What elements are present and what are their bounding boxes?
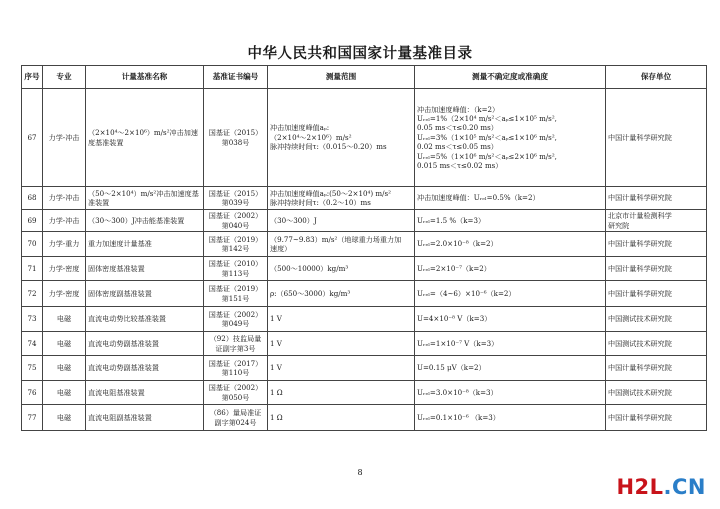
cell-cert-line: 国基证（2015） (208, 128, 263, 138)
cell-cert-line: 第050号 (221, 392, 250, 402)
cell-cert (204, 257, 268, 281)
cell-name-line: 直流电阻基准装置 (88, 387, 145, 397)
cell-organization (606, 89, 707, 187)
cell-cert (204, 405, 268, 431)
cell-cert (204, 281, 268, 307)
cell-no: 74 (22, 332, 43, 356)
cell-cert (204, 210, 268, 232)
cell-cert-line: 第113号 (221, 268, 250, 278)
cell-no: 68 (22, 187, 43, 210)
cell-organization-line: 中国计量科学研究院 (608, 132, 672, 142)
cell-no: 73 (22, 307, 43, 332)
cell-cert-line: 国基证（2010） (208, 259, 263, 269)
cell-organization-line: 中国计量科学研究院 (608, 239, 672, 249)
page-title: 中华人民共和国国家计量基准目录 (247, 46, 473, 62)
cell-organization (606, 281, 707, 307)
cell-uncertainty (415, 307, 606, 332)
cell-cert-line: 证副字第3号 (215, 343, 256, 353)
cell-no: 76 (22, 381, 43, 405)
cell-uncertainty (415, 232, 606, 257)
cell-field: 力学-密度 (43, 281, 86, 307)
cell-range (268, 381, 415, 405)
table-header (22, 66, 707, 89)
cell-cert-line: 国基证（2019） (208, 284, 263, 294)
cell-range-line: 1 Ω (270, 412, 283, 422)
cell-uncertainty-line: Uᵣₑₗ=1.5 %（k=3） (417, 215, 486, 225)
cell-range (268, 257, 415, 281)
cell-field: 力学-重力 (43, 232, 86, 257)
cell-range (268, 307, 415, 332)
cell-range (268, 405, 415, 431)
cell-uncertainty (415, 281, 606, 307)
cell-organization (606, 332, 707, 356)
cell-no: 67 (22, 89, 43, 187)
col-header-range: 测量范围 (268, 66, 415, 89)
cell-organization-line: 中国测试技术研究院 (608, 338, 672, 348)
cell-cert-line: 国基证（2015） (208, 188, 263, 198)
cell-cert-line: （92）技监局量 (209, 334, 262, 344)
cell-cert-line: （86）量局准证 (209, 408, 262, 418)
table-row (22, 307, 707, 332)
col-header-field: 专业 (43, 66, 86, 89)
cell-range-line: （2×10⁴～2×10⁶）m/s² (270, 132, 352, 142)
cell-name (86, 356, 204, 381)
cell-organization-line: 中国计量科学研究院 (608, 263, 672, 273)
cell-range-line: 冲击加速度峰值aₚ: (270, 123, 330, 133)
cell-no: 71 (22, 257, 43, 281)
cell-cert (204, 89, 268, 187)
col-header-name: 计量基准名称 (86, 66, 204, 89)
cell-name (86, 405, 204, 431)
cell-name (86, 257, 204, 281)
table-row (22, 381, 707, 405)
cell-no: 77 (22, 405, 43, 431)
cell-range (268, 281, 415, 307)
cell-cert-line: 国基证（2002） (208, 211, 263, 221)
cell-range-line: 1 V (270, 338, 282, 348)
standards-table (21, 65, 707, 431)
cell-cert-line: 副字第024号 (214, 417, 257, 427)
cell-cert-line: 第110号 (221, 368, 250, 377)
cell-uncertainty-line: Uᵣₑₗ=0.1×10⁻⁶ （k=3） (417, 412, 500, 422)
table-row (22, 405, 707, 431)
cell-organization (606, 307, 707, 332)
cell-range (268, 232, 415, 257)
cell-cert-line: 第049号 (221, 319, 250, 328)
cell-cert (204, 381, 268, 405)
cell-field: 电磁 (43, 381, 86, 405)
cell-name-line: （50～2×10⁴）m/s²冲击加速度基 (88, 188, 199, 198)
col-header-no: 序号 (22, 66, 43, 89)
cell-name-line: 直流电动势副基准装置 (88, 363, 159, 373)
cell-name-line: 直流电动势比较基准装置 (88, 314, 167, 324)
cell-organization (606, 232, 707, 257)
table-row (22, 257, 707, 281)
cell-uncertainty (415, 332, 606, 356)
logo-part-h2l: H2L (616, 475, 664, 499)
cell-uncertainty-line: Uᵣₑₗ=3%（1×10⁵ m/s²＜aₚ≤1×10⁶ m/s², (417, 132, 557, 142)
cell-name-line: （2×10⁴～2×10⁶）m/s²冲击加速 (88, 128, 198, 138)
cell-cert-line: 第039号 (221, 198, 250, 207)
cell-organization-line: 北京市计量检测科学 (608, 211, 672, 221)
cell-cert-line: 国基证（2017） (208, 358, 263, 368)
cell-uncertainty (415, 89, 606, 187)
logo-part-cn: .CN (663, 475, 706, 499)
cell-field: 电磁 (43, 307, 86, 332)
cell-cert (204, 356, 268, 381)
cell-range-line: （30～300）J (270, 215, 317, 225)
cell-uncertainty (415, 210, 606, 232)
cell-name (86, 381, 204, 405)
cell-uncertainty-line: 0.015 ms＜τ≤0.02 ms） (417, 161, 503, 171)
cell-field: 力学-密度 (43, 257, 86, 281)
cell-organization-line: 中国计量科学研究院 (608, 412, 672, 422)
cell-no: 70 (22, 232, 43, 257)
cell-no: 69 (22, 210, 43, 232)
cell-name-line: 直流电阻副基准装置 (88, 412, 152, 422)
cell-range (268, 89, 415, 187)
cell-uncertainty-line: Uᵣₑₗ=（4~6）×10⁻⁶（k=2） (417, 288, 516, 298)
cell-organization (606, 187, 707, 210)
cell-uncertainty-line: Uᵣₑₗ=1×10⁻⁷ V（k=3） (417, 338, 499, 348)
cell-range (268, 356, 415, 381)
cell-uncertainty-line: Uᵣₑₗ=3.0×10⁻⁸（k=3） (417, 387, 498, 397)
cell-range-line: （9.77~9.83）m/s²（地球重力场重力加 (270, 234, 402, 244)
cell-range (268, 187, 415, 210)
cell-name (86, 307, 204, 332)
cell-organization (606, 381, 707, 405)
cell-cert (204, 307, 268, 332)
cell-organization (606, 405, 707, 431)
cell-range-line: 1 V (270, 314, 282, 324)
cell-uncertainty-line: 冲击加速度峰值：Uᵣₑₗ=0.5%（k=2） (417, 193, 540, 203)
cell-name-line: 直流电动势副基准装置 (88, 338, 159, 348)
cell-organization (606, 356, 707, 381)
cell-name-line: 重力加速度计量基准 (88, 239, 152, 249)
cell-name-line: 固体密度副基准装置 (88, 288, 152, 298)
cell-range-line: （500～10000）kg/m³ (270, 263, 349, 273)
cell-uncertainty-line: Uᵣₑₗ=2.0×10⁻⁸（k=2） (417, 239, 498, 249)
cell-cert (204, 332, 268, 356)
cell-name-line: （30～300）J冲击能基准装置 (88, 215, 185, 225)
cell-field: 电磁 (43, 405, 86, 431)
cell-range-line: 1 V (270, 363, 282, 373)
table-row (22, 356, 707, 381)
cell-organization-line: 中国测试技术研究院 (608, 387, 672, 397)
cell-organization (606, 210, 707, 232)
cell-organization-line: 研究院 (608, 220, 630, 230)
cell-uncertainty-line: 0.02 ms＜τ≤0.05 ms） (417, 142, 498, 152)
cell-range-line: 1 Ω (270, 387, 283, 397)
cell-cert-line: 国基证（2002） (208, 309, 263, 319)
cell-uncertainty-line: U=0.15 μV（k=2） (417, 363, 486, 373)
cell-organization-line: 中国计量科学研究院 (608, 193, 672, 203)
cell-uncertainty-line: 冲击加速度峰值：（k=2） (417, 104, 500, 114)
cell-no: 75 (22, 356, 43, 381)
site-logo-watermark (616, 475, 706, 499)
cell-name (86, 232, 204, 257)
cell-uncertainty (415, 405, 606, 431)
cell-range-line: 冲击加速度峰值aₚ:(50～2×10⁴) m/s² (270, 188, 391, 198)
cell-uncertainty (415, 381, 606, 405)
cell-cert (204, 187, 268, 210)
table-row (22, 332, 707, 356)
cell-field: 力学-冲击 (43, 187, 86, 210)
cell-field: 电磁 (43, 332, 86, 356)
col-header-organization: 保存单位 (606, 66, 707, 89)
cell-cert-line: 第142号 (221, 244, 250, 253)
table-row (22, 232, 707, 257)
cell-cert-line: 第040号 (221, 220, 250, 230)
cell-field: 力学-冲击 (43, 210, 86, 232)
cell-organization (606, 257, 707, 281)
cell-range-line: 脉冲持续时间τ:（0.015～0.20）ms (270, 142, 387, 152)
cell-uncertainty (415, 257, 606, 281)
cell-field: 力学-冲击 (43, 89, 86, 187)
cell-name (86, 281, 204, 307)
cell-range (268, 210, 415, 232)
col-header-uncertainty: 测量不确定度或准确度 (415, 66, 606, 89)
cell-organization-line: 中国计量科学研究院 (608, 363, 672, 373)
table-row (22, 210, 707, 232)
cell-name (86, 187, 204, 210)
cell-name (86, 89, 204, 187)
cell-uncertainty (415, 356, 606, 381)
cell-range-line: 速度） (270, 244, 292, 253)
cell-no: 72 (22, 281, 43, 307)
col-header-cert: 基准证书编号 (204, 66, 268, 89)
table-row (22, 187, 707, 210)
table-row (22, 281, 707, 307)
table-row (22, 89, 707, 187)
cell-cert (204, 232, 268, 257)
page-number: 8 (357, 468, 363, 477)
cell-uncertainty-line: U=4×10⁻⁸ V（k=3） (417, 314, 492, 324)
cell-field: 电磁 (43, 356, 86, 381)
cell-cert-line: 第038号 (221, 137, 250, 147)
cell-name (86, 332, 204, 356)
cell-range-line: 脉冲持续时间τ:（0.2～10）ms (270, 198, 371, 207)
cell-uncertainty-line: Uᵣₑₗ=1%（2×10⁴ m/s²＜aₚ≤1×10⁵ m/s², (417, 113, 557, 123)
cell-organization-line: 中国测试技术研究院 (608, 314, 672, 324)
cell-cert-line: 第151号 (221, 293, 250, 303)
cell-cert-line: 国基证（2002） (208, 383, 263, 393)
cell-uncertainty-line: 0.05 ms＜τ≤0.20 ms） (417, 123, 498, 133)
cell-name-line: 准装置 (88, 198, 110, 207)
cell-name (86, 210, 204, 232)
cell-range-line: ρ:（650～3000）kg/m³ (270, 288, 351, 298)
cell-name-line: 度基准装置 (88, 137, 124, 147)
cell-uncertainty-line: Uᵣₑₗ=2×10⁻⁷（k=2） (417, 263, 491, 273)
cell-uncertainty (415, 187, 606, 210)
cell-uncertainty-line: Uᵣₑₗ=5%（1×10⁶ m/s²＜aₚ≤2×10⁶ m/s², (417, 151, 557, 161)
cell-organization-line: 中国计量科学研究院 (608, 288, 672, 298)
cell-cert-line: 国基证（2019） (208, 234, 263, 244)
cell-name-line: 固体密度基准装置 (88, 263, 145, 273)
cell-range (268, 332, 415, 356)
